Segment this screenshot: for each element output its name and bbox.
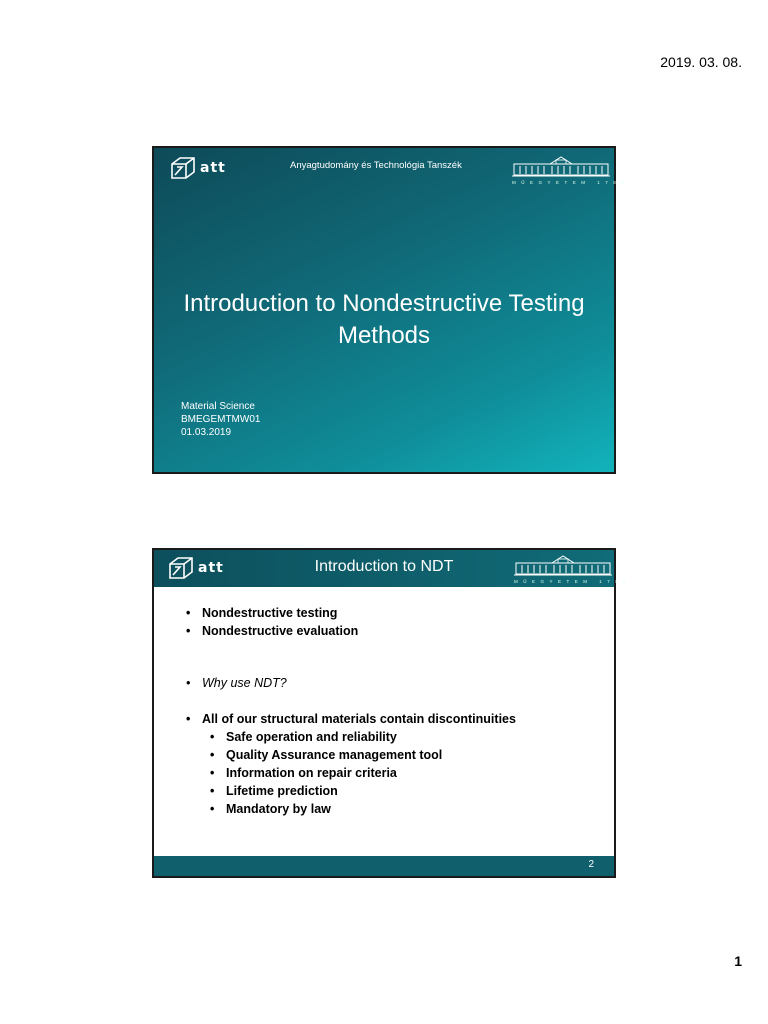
- att-logo: [170, 156, 226, 180]
- list-item: • All of our structural materials contain discontinuities: [186, 712, 516, 726]
- university-logo: [512, 155, 630, 185]
- university-building-icon: [512, 155, 610, 179]
- slide-header: [154, 550, 632, 587]
- list-item: • Nondestructive testing: [186, 606, 338, 620]
- slide-title: [154, 288, 614, 352]
- att-logo-icon: [170, 156, 196, 180]
- university-logo: [514, 554, 632, 584]
- page-date: 2019. 03. 08.: [660, 54, 742, 70]
- course-code: BMEGEMTMW01: [181, 414, 261, 425]
- sub-list-item: • Safe operation and reliability: [210, 730, 397, 744]
- course-info: [181, 400, 260, 439]
- sub-list-item: • Information on repair criteria: [210, 766, 397, 780]
- slide-title-line-2: Methods: [337, 322, 431, 349]
- content-slide: [152, 548, 632, 878]
- list-item: • Nondestructive evaluation: [186, 624, 359, 638]
- att-logo-text: att: [198, 560, 224, 576]
- university-building-icon: [514, 554, 612, 578]
- slide-title-line-1: Introduction to Nondestructive Testing: [183, 290, 585, 317]
- slide-footer: [154, 856, 614, 876]
- list-item: • Why use NDT?: [186, 676, 287, 690]
- department-name: Anyagtudomány és Technológia Tanszék: [290, 160, 462, 171]
- title-slide: [152, 146, 630, 474]
- course-name: Material Science: [181, 401, 255, 412]
- university-caption: MŰEGYETEM 1782: [512, 180, 630, 185]
- sub-list-item: • Mandatory by law: [210, 802, 331, 816]
- sub-list-item: • Quality Assurance management tool: [210, 748, 443, 762]
- slide-number: 2: [588, 859, 594, 870]
- page-number: 1: [734, 953, 742, 969]
- att-logo-text: att: [200, 160, 226, 176]
- sub-list-item: • Lifetime prediction: [210, 784, 338, 798]
- slide-title: Introduction to NDT: [314, 558, 454, 575]
- bullet-list: [186, 606, 604, 820]
- course-date: 01.03.2019: [181, 427, 232, 438]
- university-caption: MŰEGYETEM 1782: [514, 579, 632, 584]
